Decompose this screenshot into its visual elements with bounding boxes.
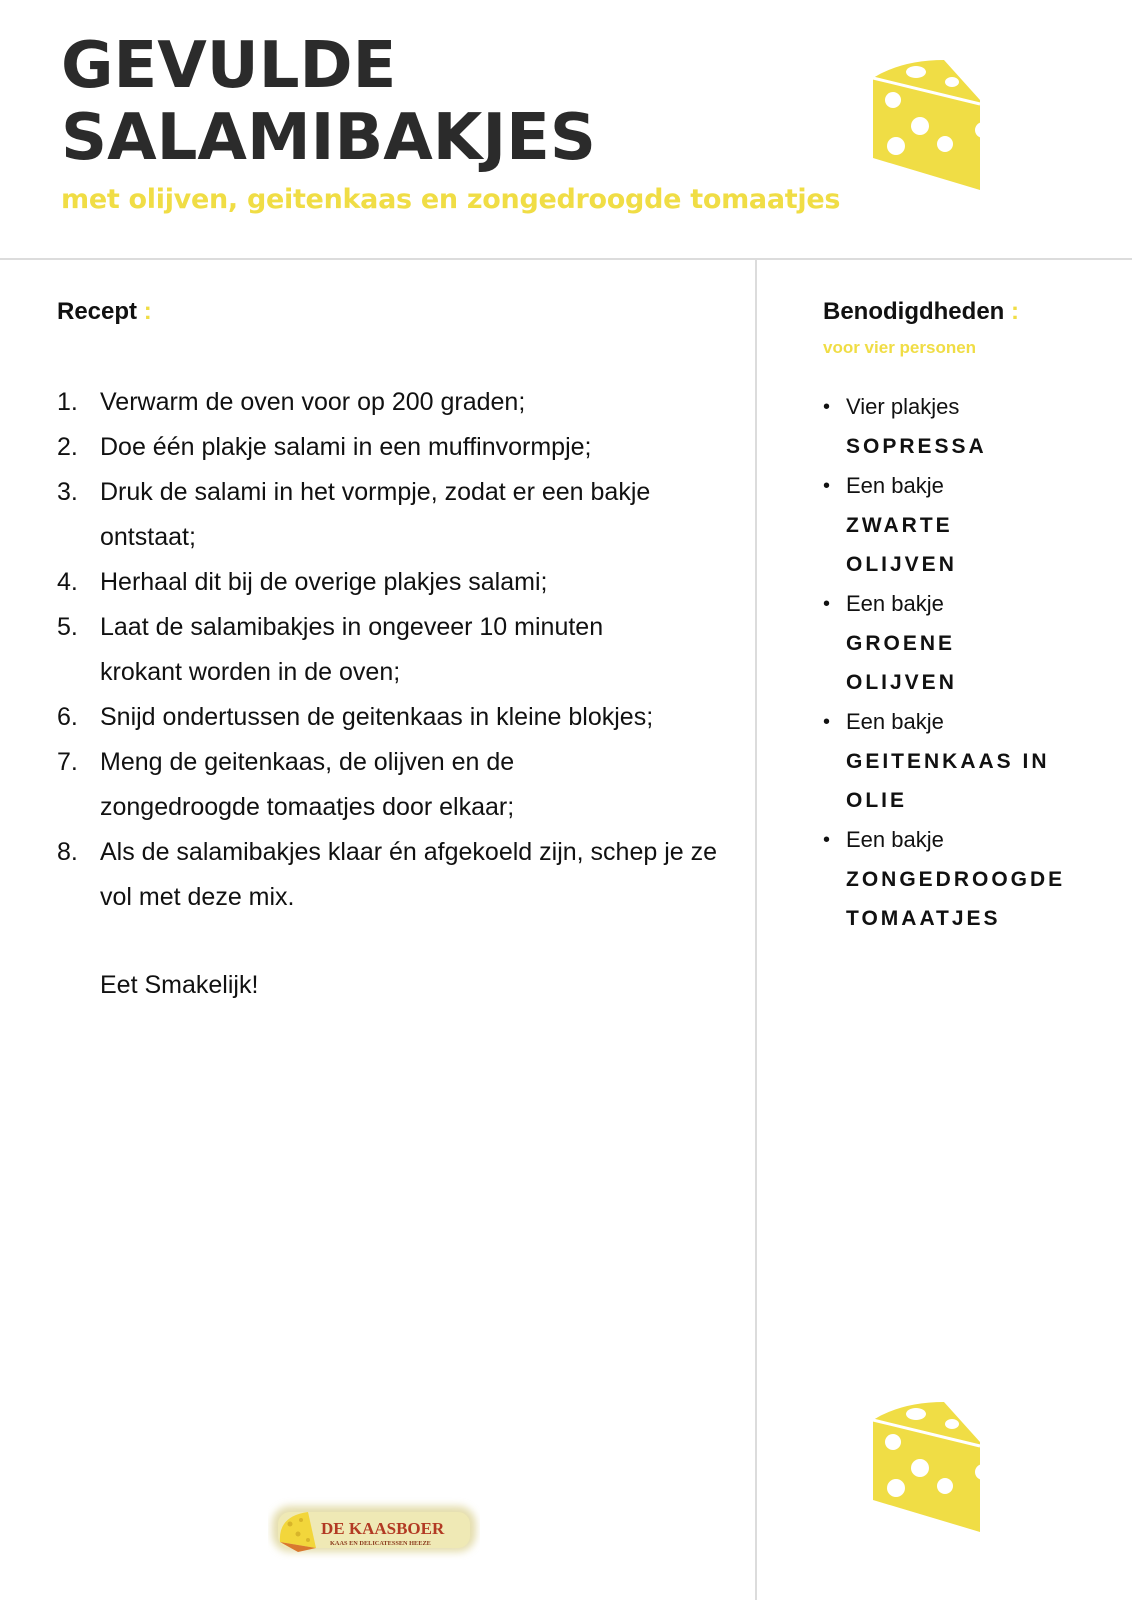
ingredient-name: ZWARTE OLIJVEN	[846, 514, 957, 576]
recipe-heading	[57, 297, 152, 327]
ingredient-quantity: Een bakje	[846, 591, 944, 616]
logo-tagline: KAAS EN DELICATESSEN HEEZE	[330, 1540, 431, 1547]
title-line-2: SALAMIBAKJES	[61, 101, 596, 175]
page-title	[61, 30, 596, 174]
ingredient-item	[823, 702, 1103, 820]
cheese-icon	[872, 1400, 984, 1532]
recipe-step	[57, 695, 717, 740]
step-text: Doe één plakje salami in een muffinvormpje;	[100, 433, 592, 461]
step-text: Snijd ondertussen de geitenkaas in kleine blokjes;	[100, 703, 654, 731]
step-number: 1.	[57, 388, 78, 416]
logo-name: DE KAASBOER	[321, 1519, 445, 1538]
step-number: 2.	[57, 433, 78, 461]
de-kaasboer-logo	[268, 1494, 480, 1560]
step-number: 3.	[57, 478, 78, 506]
step-text: Als de salamibakjes klaar én afgekoeld zijn, schep je ze vol met deze mix.	[100, 838, 718, 911]
step-number: 4.	[57, 568, 78, 596]
bullet-icon: •	[823, 829, 831, 851]
ingredient-quantity: Een bakje	[846, 709, 944, 734]
bullet-icon: •	[823, 396, 831, 418]
recipe-steps	[57, 380, 717, 920]
step-number: 7.	[57, 748, 78, 776]
ingredient-name: GEITENKAAS IN OLIE	[846, 750, 1050, 812]
recipe-step	[57, 740, 717, 830]
ingredients-heading	[823, 297, 1019, 327]
step-text: Druk de salami in het vormpje, zodat er een bakje ontstaat;	[100, 478, 651, 551]
step-text: Herhaal dit bij de overige plakjes salami;	[100, 568, 548, 596]
ingredient-name: GROENE OLIJVEN	[846, 632, 957, 694]
ingredient-item	[823, 387, 1103, 466]
step-number: 6.	[57, 703, 78, 731]
ingredients-heading-colon: :	[1011, 298, 1019, 325]
recipe-step	[57, 560, 717, 605]
step-number: 5.	[57, 613, 78, 641]
page-subtitle: met olijven, geitenkaas en zongedroogde tomaatjes	[61, 184, 841, 215]
recipe-step	[57, 425, 717, 470]
ingredients-list	[823, 387, 1103, 938]
ingredient-quantity: Een bakje	[846, 473, 944, 498]
cheese-icon	[872, 58, 984, 190]
ingredient-name: SOPRESSA	[846, 435, 987, 458]
horizontal-divider	[0, 258, 1132, 260]
recipe-step	[57, 605, 717, 695]
bullet-icon: •	[823, 593, 831, 615]
ingredient-item	[823, 820, 1103, 938]
ingredient-quantity: Een bakje	[846, 827, 944, 852]
vertical-divider	[755, 259, 757, 1600]
ingredients-heading-text: Benodigdheden	[823, 298, 1005, 325]
bullet-icon: •	[823, 711, 831, 733]
recipe-step	[57, 830, 717, 920]
closing-text: Eet Smakelijk!	[100, 971, 259, 999]
recipe-step	[57, 470, 717, 560]
ingredients-subheading: voor vier personen	[823, 338, 977, 357]
step-text: Meng de geitenkaas, de olijven en de zongedroogde tomaatjes door elkaar;	[100, 748, 515, 821]
recipe-heading-text: Recept	[57, 298, 138, 325]
step-text: Verwarm de oven voor op 200 graden;	[100, 388, 526, 416]
bullet-icon: •	[823, 475, 831, 497]
ingredient-item	[823, 584, 1103, 702]
ingredient-name: ZONGEDROOGDE TOMAATJES	[846, 868, 1066, 930]
recipe-heading-colon: :	[143, 298, 152, 325]
title-line-1: GEVULDE	[61, 29, 397, 103]
recipe-step	[57, 380, 717, 425]
step-number: 8.	[57, 838, 78, 866]
step-text: Laat de salamibakjes in ongeveer 10 minuten krokant worden in de oven;	[100, 613, 604, 686]
ingredient-item	[823, 466, 1103, 584]
ingredient-quantity: Vier plakjes	[846, 394, 960, 419]
